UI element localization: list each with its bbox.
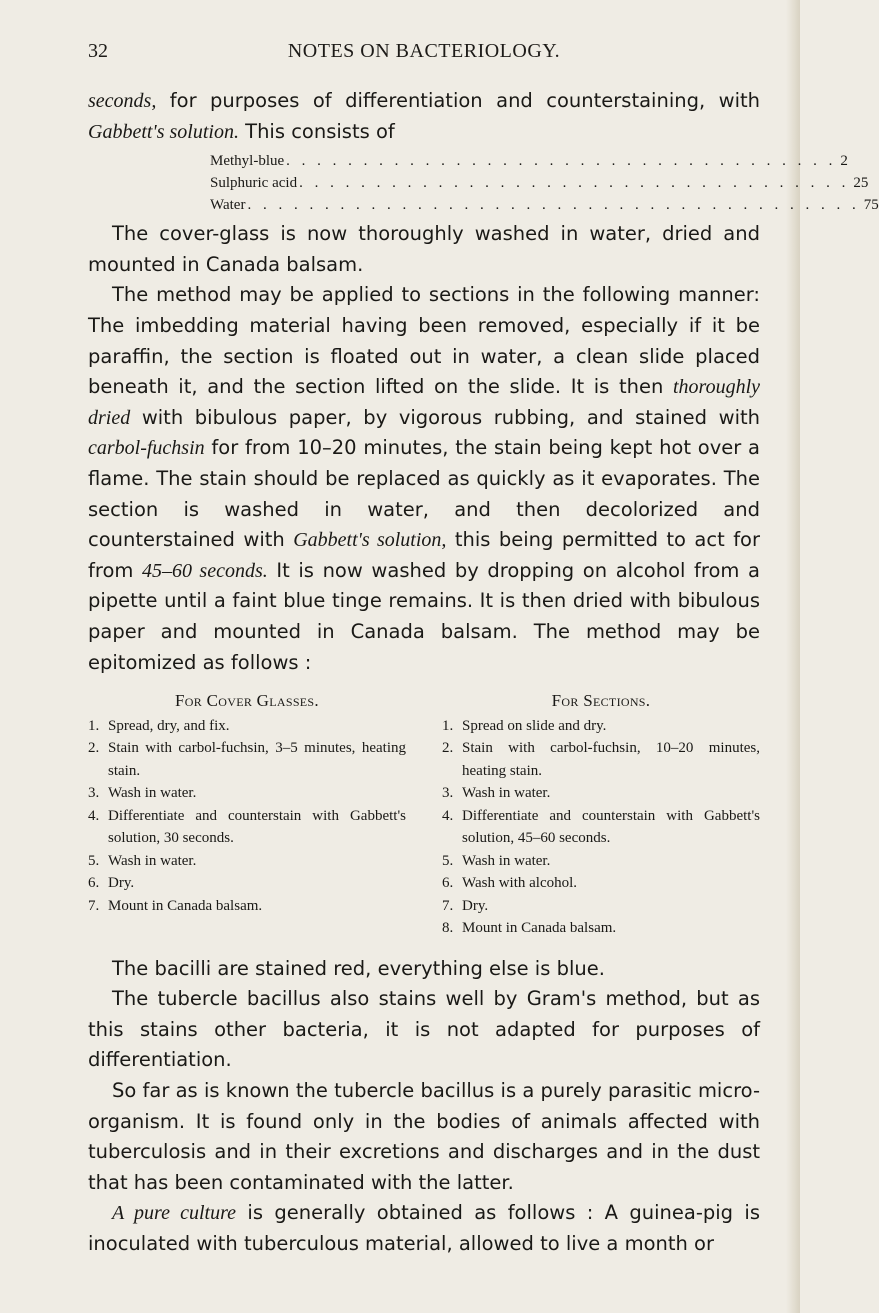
- recipe-row: [210, 172, 869, 194]
- step-number: 3.: [442, 785, 454, 802]
- cover-glasses-column: [88, 690, 406, 940]
- procedure-columns: [88, 690, 760, 940]
- step-text: Dry.: [108, 875, 135, 892]
- step-text: Differentiate and counterstain with Gabbett's solution, 45–60 seconds.: [462, 807, 760, 847]
- recipe-amount: 2: [840, 153, 848, 170]
- intro-italic-solution: Gabbett's solution.: [88, 120, 239, 143]
- step-item: [442, 872, 760, 895]
- recipe-leader-dots: . . . . . . . . . . . . . . . . . . . . . . . . . . . . . . . . . . . .: [286, 153, 837, 170]
- intro-italic-seconds: seconds,: [88, 90, 157, 112]
- intro-text-1: for purposes of differentiation and counterstaining, with: [156, 89, 760, 112]
- step-text: Stain with carbol-fuchsin, 10–20 minutes, heating stain.: [462, 740, 760, 779]
- step-text: Wash in water.: [462, 785, 551, 802]
- recipe-amount: 75: [863, 197, 879, 214]
- step-item: [88, 805, 406, 850]
- method-text-3: for from 10–20 minutes, the stain being kept hot over a flame. The stain should be replaced as quickly as it evaporates. The section is washed in water, and then decolorized and counterstained with: [88, 436, 760, 552]
- step-number: 7.: [88, 897, 100, 914]
- step-number: 8.: [442, 920, 454, 937]
- page-header: [88, 40, 760, 70]
- step-item: [442, 850, 760, 873]
- page-number: 32: [88, 40, 108, 62]
- method-italic-1: thoroughly dried: [88, 376, 760, 429]
- method-text-1: The method may be applied to sections in the following manner: The imbedding material having been removed, especially if it be paraffin, the section is floated out in water, a clean slide placed beneath it, and the section lifted on the slide. It is then: [88, 283, 760, 399]
- step-text: Spread, dry, and fix.: [108, 717, 230, 734]
- step-number: 1.: [442, 717, 454, 734]
- step-item: [442, 737, 760, 782]
- running-title: NOTES ON BACTERIOLOGY.: [287, 40, 561, 62]
- step-number: 7.: [442, 897, 454, 914]
- culture-text: is generally obtained as follows : A guinea-pig is inoculated with tuberculous material, allowed to live a month or: [88, 1201, 760, 1255]
- intro-paragraph: [88, 86, 760, 147]
- step-number: 2.: [88, 740, 100, 757]
- step-item: [88, 895, 406, 918]
- step-item: [88, 715, 406, 738]
- step-number: 6.: [442, 875, 454, 892]
- step-text: Wash in water.: [108, 785, 197, 802]
- step-text: Stain with carbol-fuchsin, 3–5 minutes, heating stain.: [108, 740, 406, 779]
- step-text: Mount in Canada balsam.: [108, 897, 263, 914]
- method-italic-2: carbol-fuchsin: [88, 437, 205, 460]
- step-text: Mount in Canada balsam.: [462, 920, 617, 937]
- recipe-table: [210, 150, 879, 216]
- step-item: [442, 917, 760, 940]
- step-text: Differentiate and counterstain with Gabbett's solution, 30 seconds.: [108, 807, 406, 847]
- recipe-ingredient: Water: [210, 197, 246, 214]
- recipe-ingredient: Methyl-blue: [210, 153, 285, 170]
- step-text: Wash in water.: [462, 852, 551, 869]
- step-item: [442, 895, 760, 918]
- step-text: Wash with alcohol.: [462, 875, 578, 892]
- paragraph-culture: [88, 1198, 760, 1259]
- step-number: 4.: [442, 807, 454, 824]
- step-text: Wash in water.: [108, 852, 197, 869]
- step-number: 6.: [88, 875, 100, 892]
- step-item: [442, 715, 760, 738]
- cover-glasses-title: For Cover Glasses.: [175, 691, 319, 711]
- sections-title: For Sections.: [551, 691, 651, 711]
- recipe-ingredient: Sulphuric acid: [210, 175, 298, 192]
- method-text-5: It is now washed by dropping on alcohol from a pipette until a faint blue tinge remains. It is then dried with bibulous paper and mounted in Canada balsam. The method may be epitomized as follows :: [88, 558, 760, 674]
- step-item: [88, 850, 406, 873]
- paragraph-method: [88, 280, 760, 678]
- recipe-leader-dots: . . . . . . . . . . . . . . . . . . . . . . . . . . . . . . . . . . . .: [299, 175, 850, 192]
- method-italic-4: 45–60 seconds.: [142, 559, 268, 582]
- step-item: [88, 737, 406, 782]
- step-number: 4.: [88, 807, 100, 824]
- step-item: [88, 872, 406, 895]
- step-text: Spread on slide and dry.: [462, 717, 607, 734]
- paragraph-gram: The tubercle bacillus also stains well by Gram's method, but as this stains other bacteria, it is not adapted for purposes of differentiation.: [88, 987, 760, 1072]
- step-number: 2.: [442, 740, 454, 757]
- method-text-4: this being permitted to act for from: [88, 528, 761, 582]
- step-text: Dry.: [462, 897, 489, 914]
- method-italic-3: Gabbett's solution,: [293, 529, 447, 552]
- culture-italic: A pure culture: [112, 1202, 237, 1225]
- step-number: 3.: [88, 785, 100, 802]
- body-text: [88, 86, 879, 1260]
- recipe-row: [210, 150, 848, 172]
- method-text-2: with bibulous paper, by vigorous rubbing, and stained with: [130, 405, 760, 429]
- recipe-leader-dots: . . . . . . . . . . . . . . . . . . . . . . . . . . . . . . . . . . . . . . . .: [247, 197, 860, 214]
- step-item: [88, 782, 406, 805]
- recipe-row: [210, 194, 879, 216]
- paragraph-parasitic: So far as is known the tubercle bacillus is a purely parasitic micro-organism. It is found only in the bodies of animals affected with tuberculosis and in their excretions and discharges and in the dust that has been contaminated with the latter.: [88, 1078, 760, 1194]
- recipe-amount: 25: [853, 175, 869, 192]
- cover-glasses-steps: [88, 715, 406, 918]
- intro-text-2: This consists of: [238, 119, 395, 143]
- sections-steps: [442, 715, 760, 940]
- sections-column: [442, 690, 760, 940]
- step-item: [442, 782, 760, 805]
- step-number: 5.: [442, 852, 454, 869]
- step-item: [442, 805, 760, 850]
- paragraph-bacilli: The bacilli are stained red, everything else is blue.: [112, 956, 605, 980]
- paragraph-cover-glass: The cover-glass is now thoroughly washed in water, dried and mounted in Canada balsam.: [88, 222, 760, 276]
- step-number: 5.: [88, 852, 100, 869]
- step-number: 1.: [88, 717, 100, 734]
